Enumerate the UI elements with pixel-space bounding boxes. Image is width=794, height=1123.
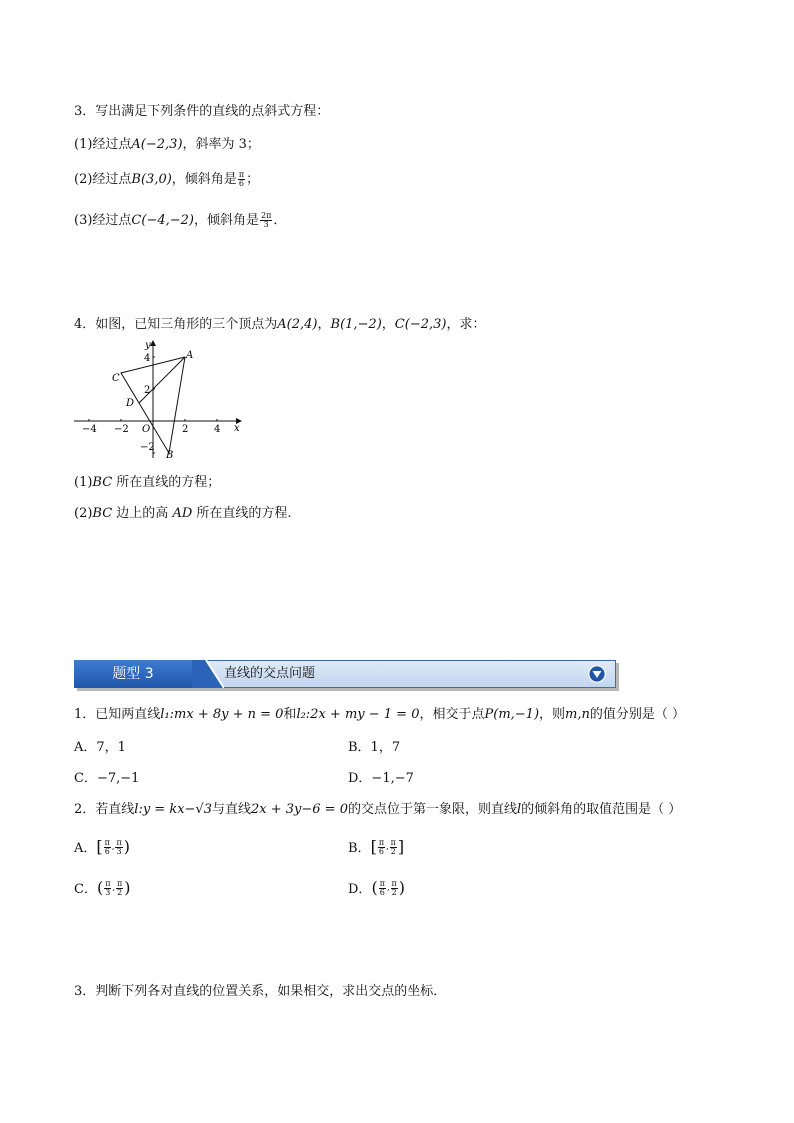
fraction-2pi-3: $\frac{2\pi}{3}$ xyxy=(261,211,272,229)
tick-y-4: 4 xyxy=(144,353,151,364)
b-q2-option-c: C． ( $\frac{\pi}{3}$ , $\frac{\pi}{2}$ ) xyxy=(74,878,131,897)
tick-x-neg2: −2 xyxy=(114,424,129,435)
tick-y-neg2: −2 xyxy=(140,442,155,453)
tick-x-4: 4 xyxy=(214,424,221,435)
banner-slant xyxy=(192,660,224,688)
q3-part1: (1)经过点A(−2,3)，斜率为 3； xyxy=(74,137,260,152)
point-label-A: A xyxy=(186,350,194,361)
axis-label-y: y xyxy=(145,340,151,351)
point-label-D: D xyxy=(126,398,135,409)
y-axis-arrow xyxy=(150,340,156,346)
b-q3: 3．判断下列各对直线的位置关系，如果相交，求出交点的坐标． xyxy=(74,984,447,999)
origin-label: O xyxy=(142,424,151,435)
fraction-pi-6: $\frac{\pi}{6}$ xyxy=(238,170,245,188)
q3-part3: (3)经过点C(−4,−2)，倾斜角是 $\frac{2\pi}{3}$ ． xyxy=(74,211,287,229)
b-q2-option-b: B． [ $\frac{\pi}{6}$ , $\frac{\pi}{2}$ ] xyxy=(348,837,405,856)
q3-title: 3．写出满足下列条件的直线的点斜式方程： xyxy=(74,104,330,119)
b-q2-option-a: A． [ $\frac{\pi}{6}$ , $\frac{\pi}{3}$ ) xyxy=(74,837,130,856)
triangle-figure xyxy=(70,335,250,463)
b-q2: 2．若直线l:y = kx−√3与直线2x + 3y−6 = 0的交点位于第一象限，则直线l的倾斜角的取值范围是（ ） xyxy=(74,802,682,817)
q4-title: 4．如图，已知三角形的三个顶点为A(2,4)，B(1,−2)，C(−2,3)，求： xyxy=(74,317,486,332)
section-banner xyxy=(74,660,616,688)
tick-x-2: 2 xyxy=(182,424,189,435)
banner-topic: 直线的交点问题 xyxy=(224,666,316,681)
banner-tag-label: 题型 3 xyxy=(112,666,154,682)
q3-part2: (2)经过点B(3,0)，倾斜角是 $\frac{\pi}{6}$ ； xyxy=(74,170,260,188)
b-q1-option-d: D．−1,−7 xyxy=(348,771,414,786)
tick-x-neg4: −4 xyxy=(82,424,97,435)
q4-part2: (2)BC 边上的高 AD 所在直线的方程. xyxy=(74,506,292,521)
tick-y-2: 2 xyxy=(144,385,151,396)
b-q1-option-b: B．1，7 xyxy=(348,740,401,755)
chevron-down-icon[interactable] xyxy=(588,665,606,683)
b-q1: 1．已知两直线l₁:mx + 8y + n = 0和l₂:2x + my − 1 = 0，相交于点P(m,−1)，则m,n的值分别是（ ） xyxy=(74,707,686,722)
axis-label-x: x xyxy=(234,423,240,434)
b-q2-option-d: D． ( $\frac{\pi}{6}$ , $\frac{\pi}{2}$ ) xyxy=(348,878,406,897)
b-q1-option-a: A．7，1 xyxy=(74,740,126,755)
q4-part1: (1)BC 所在直线的方程； xyxy=(74,475,221,490)
point-label-B: B xyxy=(166,450,174,461)
point-label-C: C xyxy=(112,373,120,384)
b-q1-option-c: C．−7,−1 xyxy=(74,771,140,786)
